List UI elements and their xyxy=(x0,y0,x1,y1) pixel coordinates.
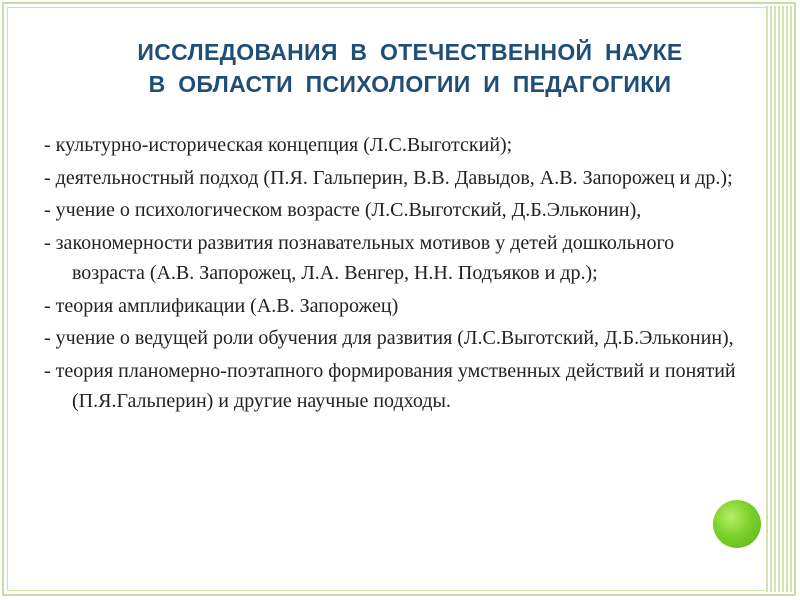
research-list xyxy=(44,130,744,419)
list-item: - теория амплификации (А.В. Запорожец) xyxy=(44,294,399,317)
title-line-2: В ОБЛАСТИ ПСИХОЛОГИИ И ПЕДАГОГИКИ xyxy=(148,71,672,97)
list-item: - закономерности развития познавательных мотивов у детей дошкольного возраста (А.В. Запорожец, Л.А. Венгер, Н.Н. Подъяков и др.); xyxy=(44,231,675,284)
list-item: - культурно-историческая концепция (Л.С.Выготский); xyxy=(44,134,513,156)
green-circle-decoration xyxy=(713,500,761,548)
title-line-1: ИССЛЕДОВАНИЯ В ОТЕЧЕСТВЕННОЙ НАУКЕ xyxy=(137,39,683,65)
list-item: - учение о психологическом возрасте (Л.С.Выготский, Д.Б.Эльконин), xyxy=(44,199,642,221)
list-item: - деятельностный подход (П.Я. Гальперин, В.В. Давыдов, А.В. Запорожец и др.); xyxy=(44,166,733,189)
list-item: - теория планомерно-поэтапного формирования умственных действий и понятий (П.Я.Гальперин) и другие научные подходы. xyxy=(44,359,736,412)
list-item: - учение о ведущей роли обучения для развития (Л.С.Выготский, Д.Б.Эльконин), xyxy=(44,327,734,349)
decorative-stripes xyxy=(766,6,794,592)
slide-title xyxy=(60,36,760,100)
